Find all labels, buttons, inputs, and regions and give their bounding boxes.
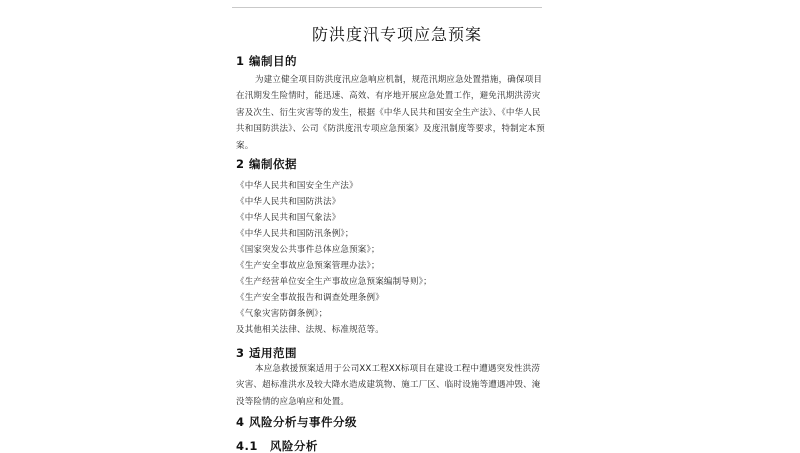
basis-item: 《中华人民共和国气象法》 [236, 213, 341, 223]
section-4-heading: 4 风险分析与事件分级 [236, 415, 358, 429]
section-3-heading: 3 适用范围 [236, 346, 298, 360]
basis-item: 《生产安全事故应急预案管理办法》； [236, 261, 380, 271]
section-3-paragraph: 本应急救援预案适用于公司XX工程XX标项目在建设工程中遭遇突发性洪涝灾害、超标准洪水及较大降水造成建筑物、施工厂区、临时设施等遭遇冲毁、淹没等险情的应急响应和处置。 [236, 364, 541, 407]
basis-item: 《生产经营单位安全生产事故应急预案编制导则》； [236, 277, 432, 287]
section-1-heading: 1 编制目的 [236, 54, 298, 68]
basis-item: 《生产安全事故报告和调查处理条例》 [236, 293, 384, 303]
page-top-border [232, 7, 542, 8]
basis-item: 《国家突发公共事件总体应急预案》； [236, 245, 380, 255]
basis-item: 《中华人民共和国防汛条例》； [236, 229, 354, 239]
section-1-paragraph: 为建立健全项目防洪度汛应急响应机制，规范汛期应急处置措施，确保项目在汛期发生险情时，能迅速、高效、有序地开展应急处置工作，避免汛期洪涝灾害及次生、衍生灾害等的发生，根据《中华人民共和国安全生产法》、《中华人民共和国防洪法》、公司《防洪度汛专项应急预案》及度汛制度等要求，特制定本预案。 [236, 75, 545, 151]
basis-item: 《中华人民共和国安全生产法》 [236, 181, 358, 191]
section-2-heading: 2 编制依据 [236, 157, 298, 171]
section-4-1-heading: 4.1 风险分析 [236, 439, 318, 453]
document-page [224, 0, 570, 453]
basis-item: 《气象灾害防御条例》； [236, 309, 328, 319]
document-title: 防洪度汛专项应急预案 [311, 25, 482, 44]
basis-item: 及其他相关法律、法规、标准规范等。 [236, 325, 384, 335]
basis-item: 《中华人民共和国防洪法》 [236, 197, 341, 207]
